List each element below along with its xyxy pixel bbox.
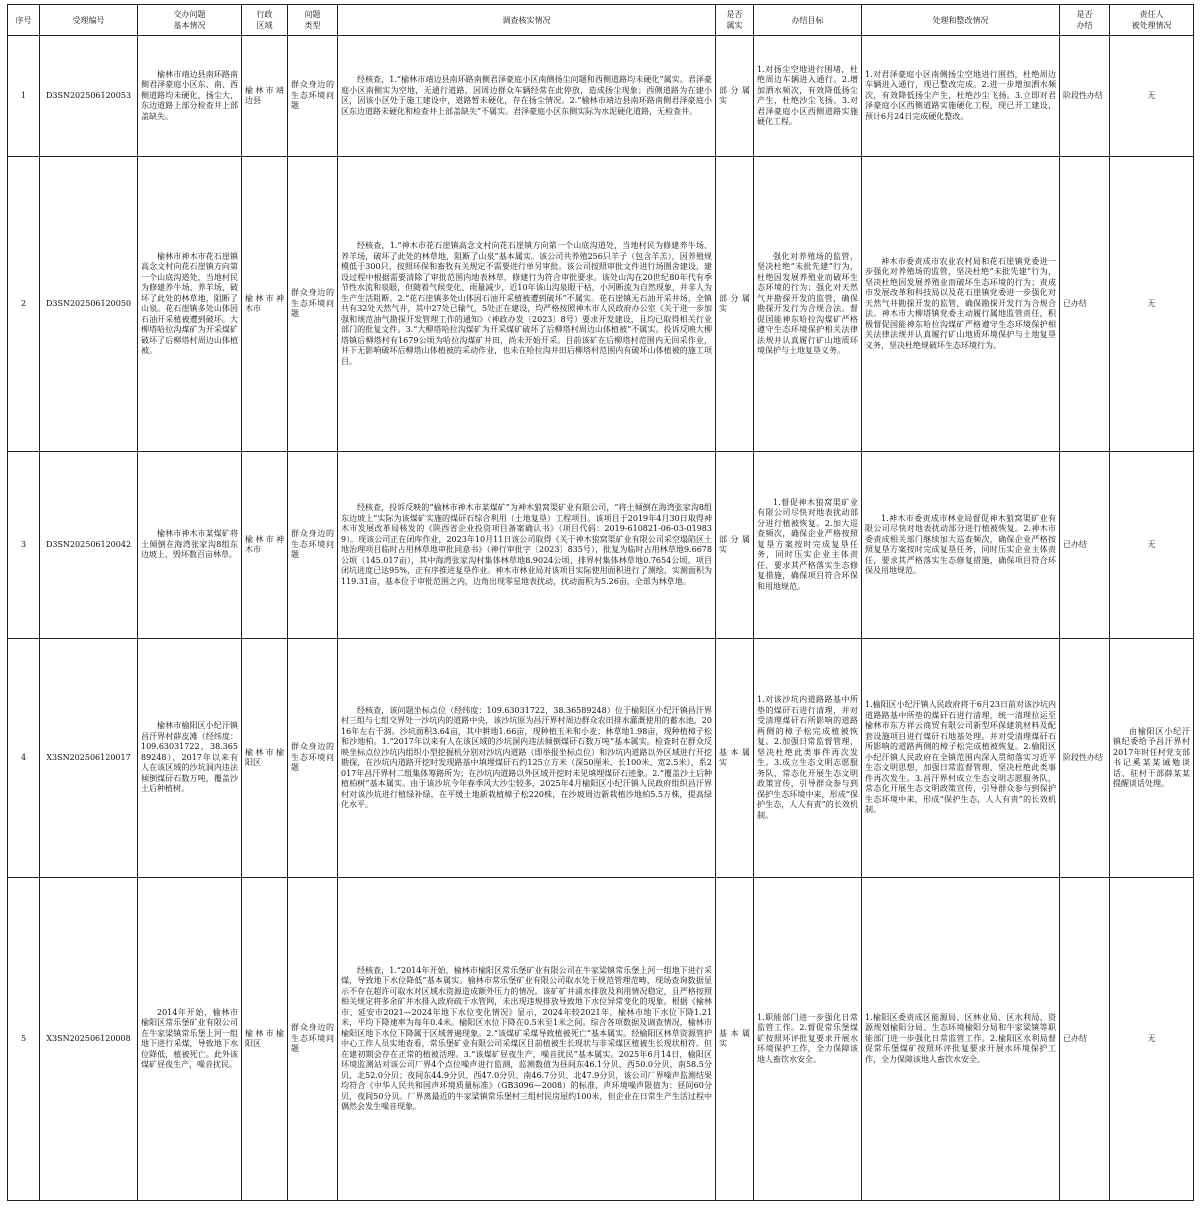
- header-region: 行政 区域: [242, 5, 288, 36]
- cell-region: 榆林市神木市: [242, 452, 288, 639]
- cell-basic: 2014年开始，榆林市榆阳区常乐堡矿业有限公司在牛家梁镇常乐堡上河一组地下进行采煤，导致地下水位降低，植被死亡。此外该煤矿昼夜生产，噪音扰民。: [138, 878, 242, 1201]
- cell-done: 阶段性办结: [1060, 36, 1110, 157]
- cell-goal: 1.对该沙坑内道路路基中所垫的煤矸石进行清理，并对受清理煤矸石所影响的道路两侧的樟子松完成植被恢复。2.加强日常监督管理，坚决杜绝此类事件再次发生。3.成立生态文明志愿服务队，常态化开展生态文明政策宣传，引导群众参与到保护生态环境中来，形成“保护生态，人人有责”的长效机制。: [754, 639, 862, 878]
- cell-type: 群众身边的生态环境问题: [288, 878, 338, 1201]
- cell-type: 群众身边的生态环境问题: [288, 639, 338, 878]
- cell-no: 3: [8, 452, 40, 639]
- cell-true: 基本属实: [716, 639, 754, 878]
- header-no: 序号: [8, 5, 40, 36]
- cell-resp: 无: [1110, 878, 1194, 1201]
- cell-handling: 1.榆阳区委责成区能源局、区林业局、区水利局、资源规划榆阳分局、生态环境榆阳分局和牛家梁镇等职能部门进一步强化日常监管工作。2.榆阳区水利局督促常乐堡煤矿按照环评批复要求开展水环境保护工作，全力保障该地人畜饮水安全。: [862, 878, 1060, 1201]
- table-row: [8, 639, 1194, 878]
- cell-type: 群众身边的生态环境问题: [288, 157, 338, 452]
- table-row: [8, 452, 1194, 639]
- cell-code: X3SN202506120008: [40, 878, 138, 1201]
- cell-goal: 1.督促神木狼窝渠矿业有限公司尽快对地表扰动部分进行植被恢复。2.加大巡查频次，确保企业严格按照复垦方案按时完成复垦任务，同时压实企业主体责任，要求其严格落实生态修复措施，确保项目符合环保和用地规范。: [754, 452, 862, 639]
- cell-code: D3SN202506120050: [40, 157, 138, 452]
- cell-done: 已办结: [1060, 878, 1110, 1201]
- cell-type: 群众身边的生态环境问题: [288, 452, 338, 639]
- cell-code: D3SN202506120053: [40, 36, 138, 157]
- cell-done: 已办结: [1060, 157, 1110, 452]
- cell-resp: 无: [1110, 36, 1194, 157]
- cell-true: 部分属实: [716, 36, 754, 157]
- header-handling: 处理和整改情况: [862, 5, 1060, 36]
- header-type: 问题 类型: [288, 5, 338, 36]
- cell-code: X3SN202506120017: [40, 639, 138, 878]
- cell-done: 阶段性办结: [1060, 639, 1110, 878]
- cell-true: 部分属实: [716, 157, 754, 452]
- cell-goal: 强化对养殖场的监管，坚决杜绝“未批先建”行为，杜绝因发展养殖业而破坏生态环境的行为；强化对天然气井勘探开发的监管，确保勘探开发行为合规合法。督促国能神东哈拉沟煤矿严格遵守生态环境保护相关法律法规并认真履行矿山地质环境保护与土地复垦义务。: [754, 157, 862, 452]
- header-resp: 责任人 被处理情况: [1110, 5, 1194, 36]
- cell-basic: 榆林市靖边县南环路南侧君泽豪庭小区东、南、西侧道路均未硬化，扬尘大，东边道路上部分检查井上部盖缺失。: [138, 36, 242, 157]
- header-investigation: 调查核实情况: [338, 5, 716, 36]
- cell-investigation: 经核查，1.“榆林市靖边县南环路南侧君泽豪庭小区南侧扬尘问题和西侧道路均未硬化”属实。君泽豪庭小区南侧实为空地，无通行道路，因周边群众车辆经常在此停放，造成扬尘现象；西侧道路为在建小区，因该小区处于施工建设中，道路暂未硬化，存在扬尘情况。2.“榆林市靖边县南环路南侧君泽豪庭小区东边道路未硬化和检查井上部盖缺失”不属实。君泽豪庭小区东侧实际为水泥硬化道路，无检查井。: [338, 36, 716, 157]
- header-code: 受理编号: [40, 5, 138, 36]
- cell-investigation: 经核查，1.“2014年开始，榆林市榆阳区常乐堡矿业有限公司在牛家梁镇常乐堡上河一组地下进行采煤，导致地下水位降低”基本属实。榆林市常乐堡矿业有限公司取水处于规范管理范畴，现场查询数据显示不存在超许可取水对区域水资源造成额外压力的情况。该矿矿井涌水排放及利用情况稳定，且严格按照相关规定将多余矿井水排入政府疏干水管网，未出现违规排放导致地下水位异常变化的现象。根据《榆林市、延安市2021—2024年地下水位变化情况》显示，2024年较2021年，榆林市地下水位下降1.21米，平均下降速率为每年0.4米。榆阳区水位下降在0.5米至1米之间。综合各项数据及调查情况，榆林市榆阳区地下水位下降属于区域普遍现象。2.“该煤矿采煤导致植被死亡”基本属实。经榆阳区林草资源管护中心工作人员实地查看，常乐堡矿业有限公司采煤区目前植被生长现状与非采煤区植被生长现状相符。但在建初期会存在正常的植被活理。3.“该煤矿昼夜生产，噪音扰民”基本属实。2025年6月14日，榆阳区环境监测站对该公司厂界4个点位噪声进行监测，监测数值为昼间东46.1分贝、西50.0分贝、南58.5分贝、北52.0分贝；夜间东44.9分贝、西47.0分贝、南46.7分贝、北47.9分贝，该公司厂界噪声监测结果均符合《中华人民共和国声环境质量标准》（GB3096—2008）的标准，声环境噪声限值为：昼间60分贝，夜间50分贝。厂界离最近的牛家梁镇常乐堡村三组村民房屋约100米，但企业在日常生产生活过程中偶然会发生噪音现象。: [338, 878, 716, 1201]
- cell-basic: 榆林市神木市某煤矿将土倾倒在海湾张家沟8组东边坡上，毁坏数百亩林草。: [138, 452, 242, 639]
- cell-resp: 无: [1110, 452, 1194, 639]
- cell-handling: 1.对君泽豪庭小区南侧扬尘空地进行围挡，杜绝周边车辆进入通行，现已整改完成。2.进一步增加洒水频次，有效降低扬尘产生，杜绝沙尘飞扬。3.立即对君泽豪庭小区西侧道路实施硬化工程，现已开工建设，预计6月24日完成硬化整改。: [862, 36, 1060, 157]
- cell-investigation: 经核查，1.“神木市花石崖镇高念文村向花石崖镇方向第一个山底沟道处，当地村民为修建养牛场、养羊场，破坏了此处的林草地，阻断了山泉”基本属实。该公司共养殖256只羊子（包含羊羔），因养殖规模低于300只，按照环保和畜牧有关规定不需要进行单另审批。该公司按照审批文件进行场圈舍建设，建设过程中根据需要清除了审批范围内地表林草，修建行为符合审批要求。该处山沟在20世纪80年代有季节性水流和泉眼，但随着气候变化、雨量减少，近10年该山沟泉眼干枯，小河断流为自然现象，并非人为生产生活阻断。2.“花石崖镇多处山体因石油开采植被遭到破坏”不属实。花石崖镇无石油开采井场，全镇共有32处天然气井，其中27处已输气，5处正在建设，均严格按照神木市人民政府办公室《关于进一步加强和规范油气勘探开发管理工作的通知》（神政办发〔2023〕8号）要求开发建设，且均已取得相关行业部门的批复文件。3.“大柳塔哈拉沟煤矿为开采煤矿破坏了后柳塔村周边山体植被”不属实。投诉反映大柳塔镇后柳塔村有1679公顷为哈拉沟煤矿井田，尚未开始开采。目前该矿在后柳塔村范围内无回采作业，井下无影响破坏后柳塔山体植被的采动作业，也未在哈拉沟井田后柳塔村范围内有破坏山体植被的施工项目。: [338, 157, 716, 452]
- cell-basic: 榆林市神木市花石崖镇高念文村向花石崖镇方向第一个山底沟道处，当地村民为修建养牛场、养羊场，破坏了此处的林草地，阻断了山泉。花石崖镇多处山体因石油开采植被遭到破坏。大柳塔哈拉沟煤矿为开采煤矿破坏了后柳塔村周边山体植被。: [138, 157, 242, 452]
- cell-true: 部分属实: [716, 452, 754, 639]
- cell-region: 榆林市榆阳区: [242, 878, 288, 1201]
- cell-done: 已办结: [1060, 452, 1110, 639]
- table-row: [8, 878, 1194, 1201]
- cell-no: 4: [8, 639, 40, 878]
- case-table: [7, 4, 1194, 1201]
- cell-true: 基本属实: [716, 878, 754, 1201]
- cell-investigation: 经核查，投诉反映的“榆林市神木市某煤矿”为神木狼窝渠矿业有限公司，“将土倾倒在海湾张家沟8组东边坡上”实际为该煤矿实施的煤矸石综合利用（土地复垦）工程项目。该项目于2019年4月30日取得神木市发展改革局核发的《陕西省企业投资项目备案确认书》（项目代码：2019-610821-06-03-019839）。现该公司正在闭库作业，2023年10月11日该公司取得《关于神木狼窝渠矿业有限公司采空塌陷区土地治理项目临时占用林草地审批同意书》（神行审批字〔2023〕835号），批复为临时占用林草地9.6678公顷（145.017亩），其中海湾张家沟村集体林草地8.9024公顷、排界村集体林草地0.7654公顷。项目闭坑进度已达95%，正有序推进复垦作业。神木市林业局对该项目实际使用面积进行了测绘，实测面积为119.31亩，基本位于审批范围之内，边角出现零星地表扰动，扰动面积为5.26亩，全部为林草地。: [338, 452, 716, 639]
- header-goal: 办结目标: [754, 5, 862, 36]
- cell-goal: 1.职能部门进一步强化日常监管工作。2.督促常乐堡煤矿按照环评批复要求开展水环境保护工作，全力保障该地人畜饮水安全。: [754, 878, 862, 1201]
- cell-no: 1: [8, 36, 40, 157]
- cell-region: 榆林市靖边县: [242, 36, 288, 157]
- cell-handling: 神木市委责成市农业农村局和花石崖镇党委进一步强化对养殖场的监管，坚决杜绝“未批先建”行为，坚决杜绝因发展养殖业而破坏生态环境的行为；责成市发展改革和科技局以及花石崖镇党委进一步强化对天然气井勘探开发的监管，确保勘探开发行为合规合法。神木市大柳塔镇党委主动履行属地监管责任，积极督促国能神东哈拉沟煤矿严格遵守生态环境保护相关法律法规并认真履行矿山地质环境保护与土地复垦义务，坚决杜绝规破坏生态环境行为。: [862, 157, 1060, 452]
- cell-investigation: 经核查，该问题坐标点位（经纬度：109.63031722，38.36589248）位于榆阳区小纪汗镇昌汗界村三组与七组交界处一沙坑内的道路中央，该沙坑原为昌汗界村周边群众农田排水灌溉使用的蓄水池，2016年左右干涸。沙坑面积3.64亩，其中耕地1.66亩，现种植玉米和小麦；林草地1.98亩，现种植樟子松和沙地柏。1.“2017年以来有人在该区域的沙坑洞内违法倾倒煤矸石数万吨”基本属实。检查时在群众反映坐标点位沙坑内组织小型挖掘机分别对沙坑内道路（即举报坐标点位）和沙坑内道路以外区域进行开挖勘探，在沙坑内道路开挖时发现路基中填埋煤矸石约125立方米（深50厘米、长100米、宽2.5米），系2017年昌汗界村二组集体筹路所为；在沙坑内道路以外区域开挖时未见填埋煤矸石迹象。2.“覆盖沙土后种植柏树”基本属实。由于该沙坑今年春季风大沙尘较多，2025年4月榆阳区小纪汗镇人民政府组织昌汗界村对该沙坑进行植绿补绿，在平缓土地新栽植樟子松220株，在沙坡周边新栽植沙地柏5.5万株，提高绿化水平。: [338, 639, 716, 878]
- cell-resp: 由榆阳区小纪汗镇纪委给予昌汗界村2017年时任村党支部书记奚某某诫勉谈话、驻村干部薛某某提醒谈话处理。: [1110, 639, 1194, 878]
- cell-region: 榆林市榆阳区: [242, 639, 288, 878]
- table-row: [8, 36, 1194, 157]
- cell-no: 5: [8, 878, 40, 1201]
- cell-code: D3SN202506120042: [40, 452, 138, 639]
- cell-no: 2: [8, 157, 40, 452]
- cell-region: 榆林市神木市: [242, 157, 288, 452]
- table-row: [8, 157, 1194, 452]
- cell-type: 群众身边的生态环境问题: [288, 36, 338, 157]
- cell-handling: 1.榆阳区小纪汗镇人民政府将于6月23日前对该沙坑内道路路基中所垫的煤矸石进行清理，统一清理拉运至榆林市东方祥云商贸有限公司新型环保建筑材料及配套设施项目进行煤矸石地基处理。并对受清理煤矸石所影响的道路两侧的樟子松完成植被恢复。2.榆阳区小纪汗镇人民政府在全镇范围内深入贯彻落实习近平生态文明思想，加强日常监督管理，坚决杜绝此类事件再次发生。3.昌汗界村成立生态文明志愿服务队，常态化开展生态文明政策宣传，引导群众参与到保护生态环境中来，形成“保护生态，人人有责”的长效机制。: [862, 639, 1060, 878]
- cell-resp: 无: [1110, 157, 1194, 452]
- header-row: [8, 5, 1194, 36]
- cell-basic: 榆林市榆阳区小纪汗镇昌汗界村薛皮滩（经纬度：109.63031722，38.36589248），2017年以来有人在该区域的沙坑洞内违法倾倒煤矸石数万吨，覆盖沙土后种植树。: [138, 639, 242, 878]
- cell-handling: 1.神木市委责成市林业局督促神木狼窝渠矿业有限公司尽快对地表扰动部分进行植被恢复。2.神木市委责成相关部门继续加大巡查频次，确保企业严格按照复垦方案按时完成复垦任务，同时压实企业主体责任，要求其严格落实生态修复措施，确保项目符合环保及用地规范。: [862, 452, 1060, 639]
- header-basic: 交办问题 基本情况: [138, 5, 242, 36]
- header-done: 是否 办结: [1060, 5, 1110, 36]
- header-true: 是否 属实: [716, 5, 754, 36]
- cell-goal: 1.对扬尘空地进行围堵，杜绝周边车辆进入通行。2.增加洒水频次，有效降低扬尘产生，杜绝沙尘飞扬。3.对君泽豪庭小区西侧道路实施硬化工程。: [754, 36, 862, 157]
